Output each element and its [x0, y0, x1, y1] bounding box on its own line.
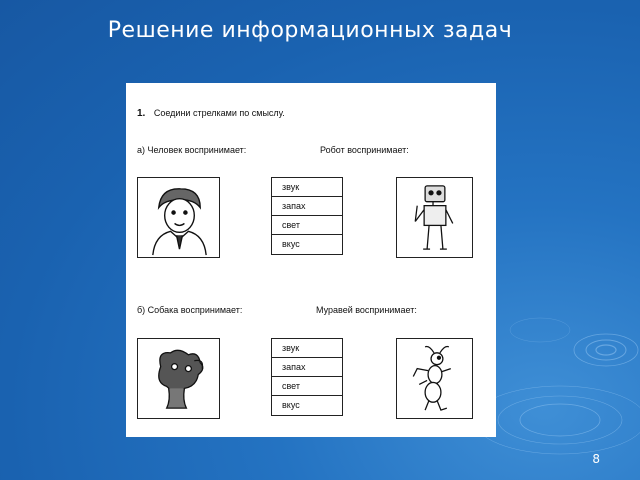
word-box: вкус [282, 400, 300, 410]
worksheet-image [126, 83, 496, 437]
word-box: звук [272, 339, 342, 358]
word-box: свет [272, 216, 342, 235]
part-a-right-label: Робот воспринимает: [320, 145, 409, 155]
part-a-word-list [271, 177, 343, 255]
slide-number: 8 [592, 452, 600, 466]
slide-title: Решение информационных задач [107, 18, 513, 43]
dog-picture-icon [137, 338, 220, 419]
person-picture-icon [137, 177, 220, 258]
ant-picture-icon [396, 338, 473, 419]
task-number: 1. [137, 108, 146, 119]
part-b-left-label: б) Собака воспринимает: [137, 305, 243, 315]
word-box: запах [272, 197, 342, 216]
part-b-right-label: Муравей воспринимает: [316, 305, 417, 315]
word-box: звук [272, 178, 342, 197]
part-a-left-label: а) Человек воспринимает: [137, 145, 247, 155]
word-box: запах [272, 358, 342, 377]
task-header [137, 108, 285, 119]
task-instruction: Соедини стрелками по смыслу. [153, 108, 285, 118]
robot-picture-icon [396, 177, 473, 258]
word-box: свет [272, 377, 342, 396]
part-b-word-list [271, 338, 343, 416]
word-box: вкус [282, 239, 300, 249]
